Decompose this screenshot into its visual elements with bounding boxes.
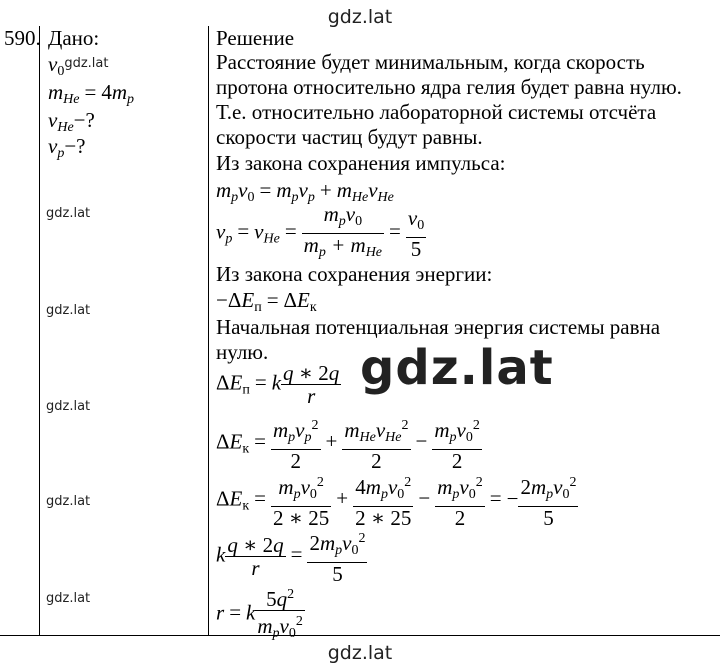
given-vp-unknown: $v_p-$? [48, 134, 86, 161]
watermark-bottom: gdz.lat [327, 642, 393, 664]
momentum-equation: $m_pv_0 = m_pv_p + m_{He}v_{He}$ [216, 178, 394, 205]
energy-balance: $-\Delta E_п = \Delta E_к$ [216, 288, 317, 315]
solution-line: протона относительно ядра гелия будет равна нулю. [216, 75, 682, 99]
given-vhe-unknown: $v_{He}-$? [48, 108, 95, 135]
energy-equality: k $\frac{q ∗ 2q}{r}$ = $\frac{2m_pv_0^2}{5}$ [216, 528, 367, 585]
kinetic-energy-substituted: $\Delta E_к$ = $\frac{m_pv_0^2}{2 ∗ 25}$ + $\frac{4m_pv_0^2}{2 ∗ 25}$ − $\frac{m_pv_0^2}{2}$ = − $\frac{2m_pv_0^2}{5}$ [216, 472, 578, 529]
watermark-side: gdz.lat [46, 494, 91, 509]
solution-line: Из закона сохранения импульса: [216, 151, 506, 175]
potential-energy-formula: $\Delta E_п = k$ $\frac{q ∗ 2q}{r}$ [216, 361, 340, 408]
watermark-large: gdz.lat [360, 340, 554, 396]
watermark-side: gdz.lat [46, 591, 91, 606]
column-divider-right [208, 26, 209, 636]
watermark-inline: gdz.lat [64, 56, 109, 71]
distance-result: r = k $\frac{5q^2}{m_pv_0^2}$ [216, 584, 305, 645]
watermark-side: gdz.lat [46, 206, 91, 221]
watermark-side: gdz.lat [46, 303, 91, 318]
solution-line: Из закона сохранения энергии: [216, 262, 493, 286]
solution-line: Расстояние будет минимальным, когда скорость [216, 50, 645, 74]
solution-heading: Решение [216, 26, 295, 50]
solution-line: нулю. [216, 340, 269, 364]
given-mass-relation: $m_{He} = 4m_p$ [48, 80, 135, 107]
watermark-side: gdz.lat [46, 399, 91, 414]
solution-line: скорости частиц будут равны. [216, 125, 483, 149]
solution-line: Т.е. относительно лабораторной системы отсчёта [216, 100, 657, 124]
problem-number: 590. [4, 26, 41, 50]
column-divider-left [39, 26, 40, 636]
kinetic-energy-formula: $\Delta E_к$ = $\frac{m_pv_p^2}{2}$ + $\frac{m_{He}v_{He}^2}{2}$ − $\frac{m_pv_0^2}{2}$ [216, 415, 482, 472]
given-v0: $v_0gdz.lat$ [48, 52, 109, 79]
bottom-rule [0, 635, 720, 636]
velocity-equation: $v_p = v_{He}$ = $\frac{m_pv_0}{m_p + m_{He}}$ = $\frac{v_0}{5}$ [216, 202, 425, 261]
watermark-top: gdz.lat [327, 6, 393, 28]
given-heading: Дано: [48, 26, 100, 50]
solution-line: Начальная потенциальная энергия системы равна [216, 315, 661, 339]
